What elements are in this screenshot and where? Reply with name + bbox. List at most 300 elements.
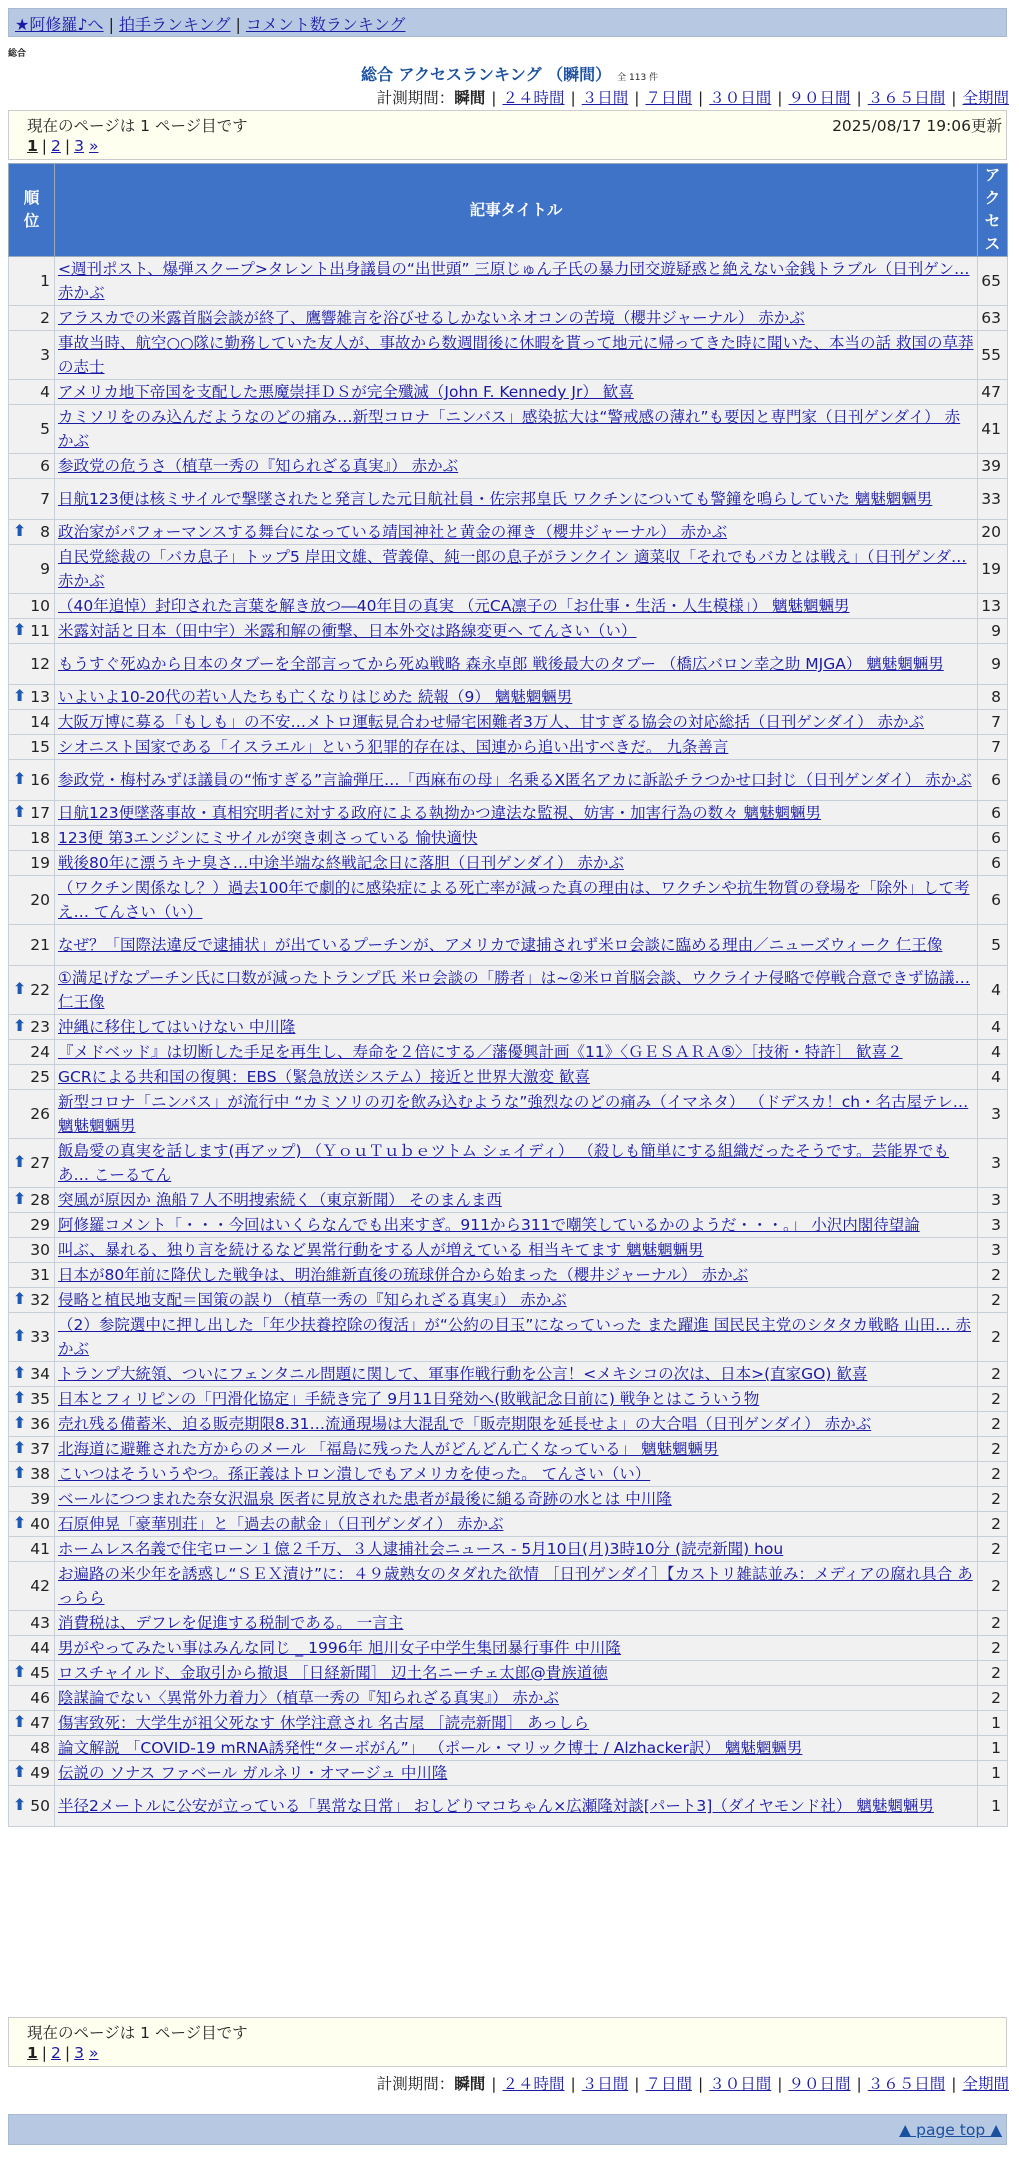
article-link[interactable]: 日航123便は核ミサイルで撃墜されたと発言した元日航社員・佐宗邦皇氏 ワクチンについても警鐘を鳴らしていた 魑魅魍魎男 <box>58 490 933 508</box>
rank-cell <box>9 405 55 454</box>
rank-cell <box>9 520 55 545</box>
period-separator: | <box>634 89 640 107</box>
article-link[interactable]: 侵略と植民地支配＝国策の誤り（植草一秀の『知られざる真実』） 赤かぶ <box>58 1291 567 1309</box>
article-link[interactable]: 日航123便墜落事故・真相究明者に対する政府による執拗かつ違法な監視、妨害・加害行為の数々 魑魅魍魎男 <box>58 804 822 822</box>
article-link[interactable]: アラスカでの米露首脳会談が終了、鷹響雑言を浴びせるしかないネオコンの苦境（櫻井ジャーナル） 赤かぶ <box>58 309 805 327</box>
article-link[interactable]: GCRによる共和国の復興：EBS（緊急放送システム）接近と世界大激変 歓喜 <box>58 1068 590 1086</box>
rank-number: 43 <box>30 1614 50 1632</box>
page-separator: | <box>41 2044 48 2062</box>
rank-number: 38 <box>30 1465 50 1483</box>
rank-up-arrow-icon: ⬆ <box>13 1712 27 1731</box>
ranking-title: 総合 アクセスランキング （瞬間） <box>360 65 612 84</box>
title-cell <box>55 685 978 710</box>
table-row <box>9 826 1008 851</box>
period-option-6[interactable]: ３６５日間 <box>867 89 946 107</box>
period-label: 計測期間： <box>376 89 455 107</box>
article-link[interactable]: 石原伸晃「豪華別荘」と「過去の献金」（日刊ゲンダイ） 赤かぶ <box>58 1515 504 1533</box>
access-count: 33 <box>978 479 1008 520</box>
title-cell <box>55 1412 978 1437</box>
title-cell <box>55 1313 978 1362</box>
rank-up-arrow-icon: ⬆ <box>13 1289 27 1308</box>
access-count: 55 <box>978 331 1008 380</box>
top-nav <box>8 8 1007 37</box>
page-separator: | <box>64 2044 71 2062</box>
rank-cell <box>9 876 55 925</box>
rank-number: 10 <box>30 597 50 615</box>
period-option-1[interactable]: ２４時間 <box>502 89 565 107</box>
rank-cell <box>9 1537 55 1562</box>
category-label: 総合 <box>8 49 27 59</box>
article-link[interactable]: 男がやってみたい事はみんな同じ _ 1996年 旭川女子中学生集団暴行事件 中川隆 <box>58 1639 621 1657</box>
rank-up-arrow-icon: ⬆ <box>13 979 27 998</box>
title-cell <box>55 1661 978 1686</box>
article-link[interactable]: シオニスト国家である「イスラエル」という犯罪的存在は、国連から追い出すべきだ。 九条善言 <box>58 738 729 756</box>
access-count: 3 <box>978 1188 1008 1213</box>
rank-number: 15 <box>30 738 50 756</box>
rank-number: 26 <box>30 1105 50 1123</box>
rank-cell <box>9 1512 55 1537</box>
rank-cell <box>9 1213 55 1238</box>
rank-number: 39 <box>30 1490 50 1508</box>
footer-bar <box>8 2114 1007 2145</box>
period-option-3[interactable]: ７日間 <box>645 89 692 107</box>
rank-cell <box>9 1736 55 1761</box>
rank-number: 25 <box>30 1068 50 1086</box>
rank-number: 1 <box>40 272 50 290</box>
period-selector-bottom <box>377 2072 1009 2094</box>
rank-number: 50 <box>30 1797 50 1815</box>
article-link[interactable]: ロスチャイルド、金取引から撤退 ［日経新聞］ 辺土名ニーチェ太郎@貴族道徳 <box>58 1664 608 1682</box>
rank-number: 5 <box>40 420 50 438</box>
table-row <box>9 925 1008 966</box>
access-count: 2 <box>978 1686 1008 1711</box>
article-link[interactable]: 消費税は、デフレを促進する税制である。 一言主 <box>58 1614 404 1632</box>
title-cell <box>55 1736 978 1761</box>
article-link[interactable]: こいつはそういうやつ。孫正義はトロン潰しでもアメリカを使った。 てんさい（い） <box>58 1465 651 1483</box>
rank-cell <box>9 1412 55 1437</box>
ranking-table <box>8 163 1008 1827</box>
access-count: 20 <box>978 520 1008 545</box>
rank-cell <box>9 1313 55 1362</box>
rank-cell <box>9 545 55 594</box>
rank-cell <box>9 1661 55 1686</box>
table-row <box>9 851 1008 876</box>
access-count: 1 <box>978 1736 1008 1761</box>
title-cell <box>55 1238 978 1263</box>
rank-number: 35 <box>30 1390 50 1408</box>
page-top-link[interactable]: ▲ page top ▲ <box>899 2121 1002 2139</box>
title-cell <box>55 545 978 594</box>
access-count: 13 <box>978 594 1008 619</box>
access-count: 6 <box>978 801 1008 826</box>
title-cell <box>55 479 978 520</box>
title-cell <box>55 1213 978 1238</box>
rank-up-arrow-icon: ⬆ <box>13 1363 27 1382</box>
table-row <box>9 801 1008 826</box>
article-link[interactable]: 政治家がパフォーマンスする舞台になっている靖国神社と黄金の褌き（櫻井ジャーナル） 赤かぶ <box>58 523 728 541</box>
article-link[interactable]: 傷害致死：大学生が祖父死なす 休学注意され 名古屋 ［読売新聞］ あっしら <box>58 1714 590 1732</box>
article-link[interactable]: もうすぐ死ぬから日本のタブーを全部言ってから死ぬ戦略 森永卓郎 戦後最大のタブー （橋広バロン幸之助 MJGA） 魑魅魍魎男 <box>58 655 944 673</box>
comment-ranking-link[interactable]: コメント数ランキング <box>245 15 406 34</box>
rank-number: 34 <box>30 1365 50 1383</box>
article-link[interactable]: 北海道に避難された方からのメール 「福島に残った人がどんどん亡くなっている」 魑魅魍魎男 <box>58 1440 719 1458</box>
table-row <box>9 1412 1008 1437</box>
rank-number: 29 <box>30 1216 50 1234</box>
period-separator: | <box>698 89 704 107</box>
rank-number: 16 <box>30 771 50 789</box>
article-link[interactable]: 参政党の危うさ（植草一秀の『知られざる真実』） 赤かぶ <box>58 457 459 475</box>
article-link[interactable]: 『メドベッド』は切断した手足を再生し、寿命を２倍にする／藩優興計画《11》〈ＧＥＳＡＲＡ⑤〉［技術・特許］ 歓喜２ <box>58 1043 903 1061</box>
rank-number: 6 <box>40 457 50 475</box>
access-count: 2 <box>978 1537 1008 1562</box>
table-row <box>9 545 1008 594</box>
table-row <box>9 1611 1008 1636</box>
rank-number: 23 <box>30 1018 50 1036</box>
rank-number: 3 <box>40 346 50 364</box>
next-page-link[interactable]: » <box>88 2044 99 2062</box>
article-link[interactable]: いよいよ10-20代の若い人たちも亡くなりはじめた 続報（9） 魑魅魍魎男 <box>58 688 573 706</box>
article-link[interactable]: 阿修羅コメント「・・・今回はいくらなんでも出来すぎ。911から311で嘲笑しているかのようだ・・・。」 小沢内閣待望論 <box>58 1216 920 1234</box>
rank-cell <box>9 1065 55 1090</box>
rank-number: 48 <box>30 1739 50 1757</box>
title-cell <box>55 826 978 851</box>
title-cell <box>55 1462 978 1487</box>
access-count: 3 <box>978 1213 1008 1238</box>
article-link[interactable]: 戦後80年に漂うキナ臭さ…中途半端な終戦記念日に落胆（日刊ゲンダイ） 赤かぶ <box>58 854 624 872</box>
rank-number: 36 <box>30 1415 50 1433</box>
table-row <box>9 1686 1008 1711</box>
title-cell <box>55 1263 978 1288</box>
access-count: 1 <box>978 1786 1008 1827</box>
home-link[interactable]: ★阿修羅♪へ <box>15 15 104 34</box>
rank-cell <box>9 594 55 619</box>
rank-cell <box>9 685 55 710</box>
period-separator: | <box>570 2075 576 2093</box>
access-count: 19 <box>978 545 1008 594</box>
article-link[interactable]: 飯島愛の真実を話します(再アップ) （ＹｏｕＴｕｂｅツトム シェイディ） （殺しも簡単にする組織だったそうです。芸能界でもあ… こーるてん <box>58 1142 950 1184</box>
rank-number: 12 <box>30 655 50 673</box>
article-link[interactable]: お遍路の米少年を誘惑し“ＳＥＸ漬け”に：４９歳熟女のタダれた欲情 ［日刊ゲンダイ］【カストリ雑誌並み：メディアの腐れ具合 あっらら <box>58 1565 973 1607</box>
total-count: 全 113 件 <box>617 73 659 83</box>
rank-number: 30 <box>30 1241 50 1259</box>
rank-cell <box>9 1711 55 1736</box>
rank-up-arrow-icon: ⬆ <box>13 1189 27 1208</box>
table-row <box>9 1786 1008 1827</box>
page-link-3[interactable]: 3 <box>74 2044 85 2062</box>
rank-up-arrow-icon: ⬆ <box>13 521 27 540</box>
access-count: 6 <box>978 760 1008 801</box>
table-row <box>9 1313 1008 1362</box>
rank-number: 33 <box>30 1328 50 1346</box>
updated-timestamp: 2025/08/17 19:06更新 <box>832 117 1002 135</box>
article-link[interactable]: 突風が原因か 漁船７人不明捜索続く（東京新聞） そのまんま西 <box>58 1191 502 1209</box>
rank-number: 8 <box>40 523 50 541</box>
rank-cell <box>9 1263 55 1288</box>
article-link[interactable]: なぜ？「国際法違反で逮捕状」が出ているプーチンが、アメリカで逮捕されず米ロ会談に臨める理由／ニューズウィーク 仁王像 <box>58 936 943 954</box>
period-option-1[interactable]: ２４時間 <box>502 2075 565 2093</box>
rank-cell <box>9 1462 55 1487</box>
article-link[interactable]: カミソリをのみ込んだようなのどの痛み…新型コロナ「ニンバス」感染拡大は“警戒感の薄れ”も要因と専門家（日刊ゲンダイ） 赤かぶ <box>58 408 961 450</box>
title-cell <box>55 735 978 760</box>
nav-separator: | <box>235 15 241 34</box>
article-link[interactable]: 沖縄に移住してはいけない 中川隆 <box>58 1018 296 1036</box>
rank-cell <box>9 1288 55 1313</box>
table-row <box>9 966 1008 1015</box>
rank-cell <box>9 710 55 735</box>
table-row <box>9 1661 1008 1686</box>
rank-cell <box>9 1562 55 1611</box>
title-cell <box>55 405 978 454</box>
table-row <box>9 1362 1008 1387</box>
page-info: 現在のページは 1 ページ目です <box>27 2024 248 2042</box>
article-link[interactable]: 伝説の ソナス ファベール ガルネリ・オマージュ 中川隆 <box>58 1764 448 1782</box>
period-separator: | <box>856 2075 862 2093</box>
period-option-7[interactable]: 全期間 <box>962 89 1009 107</box>
article-link[interactable]: （ワクチン関係なし？）過去100年で劇的に感染症による死亡率が減った真の理由は、ワクチンや抗生物質の登場を「除外」して考え… てんさい（い） <box>58 879 970 921</box>
rank-up-arrow-icon: ⬆ <box>13 620 27 639</box>
rank-up-arrow-icon: ⬆ <box>13 1662 27 1681</box>
period-selector-top <box>377 86 1009 108</box>
rank-number: 49 <box>30 1764 50 1782</box>
rank-number: 21 <box>30 936 50 954</box>
rank-number: 37 <box>30 1440 50 1458</box>
rank-number: 44 <box>30 1639 50 1657</box>
article-link[interactable]: ベールにつつまれた奈女沢温泉 医者に見放された患者が最後に縋る奇跡の水とは 中川隆 <box>58 1490 672 1508</box>
access-count: 4 <box>978 1065 1008 1090</box>
title-cell <box>55 1387 978 1412</box>
period-separator: | <box>951 2075 957 2093</box>
rank-cell <box>9 1487 55 1512</box>
article-link[interactable]: 自民党総裁の「バカ息子」トップ5 岸田文雄、菅義偉、純一郎の息子がランクイン 適菜収「それでもバカとは戦え」（日刊ゲンダ… 赤かぶ <box>58 548 967 590</box>
rank-up-arrow-icon: ⬆ <box>13 769 27 788</box>
current-page: 1 <box>27 2044 38 2062</box>
table-header-row <box>9 164 1008 257</box>
access-count: 5 <box>978 925 1008 966</box>
article-link[interactable]: トランプ大統領、ついにフェンタニル問題に関して、軍事作戦行動を公言！<メキシコの次は、日本>(直家GO) 歓喜 <box>58 1365 868 1383</box>
table-row <box>9 1512 1008 1537</box>
rank-number: 22 <box>30 981 50 999</box>
access-count: 2 <box>978 1562 1008 1611</box>
article-link[interactable]: ホームレス名義で住宅ローン１億２千万、３人逮捕社会ニュース - 5月10日(月)3時10分 (読売新聞) hou <box>58 1540 784 1558</box>
period-separator: | <box>777 89 783 107</box>
title-cell <box>55 1686 978 1711</box>
table-row <box>9 1015 1008 1040</box>
table-row <box>9 1065 1008 1090</box>
rank-cell <box>9 1761 55 1786</box>
article-link[interactable]: 米露対話と日本（田中宇）米露和解の衝撃、日本外交は路線変更へ てんさい（い） <box>58 622 637 640</box>
title-cell <box>55 1711 978 1736</box>
title-cell <box>55 1090 978 1139</box>
rank-up-arrow-icon: ⬆ <box>13 1413 27 1432</box>
rank-up-arrow-icon: ⬆ <box>13 1152 27 1171</box>
rank-cell <box>9 1387 55 1412</box>
title-cell <box>55 966 978 1015</box>
access-count: 3 <box>978 1238 1008 1263</box>
page-link-2[interactable]: 2 <box>51 137 61 155</box>
article-link[interactable]: ①満足げなプーチン氏に口数が減ったトランプ氏 米ロ会談の「勝者」は~②米ロ首脳会談、ウクライナ侵略で停戦合意できず協議… 仁王像 <box>58 969 971 1011</box>
rank-cell <box>9 801 55 826</box>
table-row <box>9 1263 1008 1288</box>
article-link[interactable]: （40年追悼）封印された言葉を解き放つ―40年目の真実 （元CA凛子の「お仕事・生活・人生模様」） 魑魅魍魎男 <box>58 597 850 615</box>
rank-number: 14 <box>30 713 50 731</box>
rank-up-arrow-icon: ⬆ <box>13 686 27 705</box>
next-page-link[interactable]: » <box>88 137 99 155</box>
table-row <box>9 1711 1008 1736</box>
article-link[interactable]: （2）参院選中に押し出した「年少扶養控除の復活」が“公約の目玉”になっていった また躍進 国民民主党のシタタカ戦略 山田… 赤かぶ <box>58 1316 972 1358</box>
period-option-2[interactable]: ３日間 <box>581 89 629 107</box>
access-count: 47 <box>978 380 1008 405</box>
rank-cell <box>9 966 55 1015</box>
title-cell <box>55 1362 978 1387</box>
table-row <box>9 1462 1008 1487</box>
title-cell <box>55 1537 978 1562</box>
rank-number: 41 <box>30 1540 50 1558</box>
rank-up-arrow-icon: ⬆ <box>13 1438 27 1457</box>
article-link[interactable]: 叫ぶ、暴れる、独り言を続けるなど異常行動をする人が増えている 相当キてます 魑魅魍魎男 <box>58 1241 704 1259</box>
rank-cell <box>9 380 55 405</box>
period-option-3[interactable]: ７日間 <box>645 2075 692 2093</box>
table-row <box>9 594 1008 619</box>
article-link[interactable]: アメリカ地下帝国を支配した悪魔崇拝ＤＳが完全殲滅（John F. Kennedy Jr） 歓喜 <box>58 383 634 401</box>
table-row <box>9 1213 1008 1238</box>
rank-number: 20 <box>30 891 50 909</box>
page-link-2[interactable]: 2 <box>51 2044 61 2062</box>
article-link[interactable]: 半径2メートルに公安が立っている「異常な日常」 おしどりマコちゃん×広瀬隆対談[パート3]（ダイヤモンド社） 魑魅魍魎男 <box>58 1797 934 1815</box>
article-link[interactable]: 123便 第3エンジンにミサイルが突き刺さっている 愉快適快 <box>58 829 478 847</box>
rank-cell <box>9 306 55 331</box>
rank-number: 40 <box>30 1515 50 1533</box>
title-cell <box>55 1437 978 1462</box>
title-cell <box>55 925 978 966</box>
title-cell <box>55 1636 978 1661</box>
period-option-7[interactable]: 全期間 <box>962 2075 1009 2093</box>
title-cell <box>55 331 978 380</box>
rank-cell <box>9 1188 55 1213</box>
access-count: 8 <box>978 685 1008 710</box>
access-count: 2 <box>978 1387 1008 1412</box>
title-column-header: 記事タイトル <box>55 164 978 257</box>
access-count: 4 <box>978 1015 1008 1040</box>
period-option-5[interactable]: ９０日間 <box>788 89 851 107</box>
access-count: 1 <box>978 1711 1008 1736</box>
access-count: 9 <box>978 644 1008 685</box>
article-link[interactable]: 事故当時、航空○○隊に勤務していた友人が、事故から数週間後に休暇を貰って地元に帰ってきた時に聞いた、本当の話 救国の草莽の志士 <box>58 334 974 376</box>
table-row <box>9 760 1008 801</box>
rank-up-arrow-icon: ⬆ <box>13 1388 27 1407</box>
period-separator: | <box>634 2075 640 2093</box>
table-row <box>9 1387 1008 1412</box>
rank-up-arrow-icon: ⬆ <box>13 1016 27 1035</box>
period-option-4[interactable]: ３０日間 <box>709 2075 772 2093</box>
article-link[interactable]: 参政党・梅村みずほ議員の“怖すぎる”言論弾圧…「西麻布の母」名乗るX匿名アカに訴訟チラつかせ口封じ（日刊ゲンダイ） 赤かぶ <box>58 771 972 789</box>
clap-ranking-link[interactable]: 拍手ランキング <box>118 15 231 34</box>
rank-cell <box>9 1786 55 1827</box>
period-separator: | <box>698 2075 704 2093</box>
page-link-3[interactable]: 3 <box>74 137 85 155</box>
rank-up-arrow-icon: ⬆ <box>13 1326 27 1345</box>
rank-column-header: 順位 <box>9 164 55 257</box>
article-link[interactable]: <週刊ポスト、爆弾スクープ>タレント出身議員の“出世頭” 三原じゅん子氏の暴力団交遊疑惑と絶えない金銭トラブル（日刊ゲン… 赤かぶ <box>58 260 970 302</box>
title-cell <box>55 1562 978 1611</box>
rank-number: 4 <box>40 383 50 401</box>
rank-up-arrow-icon: ⬆ <box>13 1795 27 1814</box>
title-cell <box>55 1487 978 1512</box>
table-row <box>9 685 1008 710</box>
period-separator: | <box>491 89 497 107</box>
rank-number: 24 <box>30 1043 50 1061</box>
rank-number: 46 <box>30 1689 50 1707</box>
rank-number: 17 <box>30 804 50 822</box>
access-count: 3 <box>978 1139 1008 1188</box>
table-row <box>9 876 1008 925</box>
page-info: 現在のページは 1 ページ目です <box>27 117 248 135</box>
rank-cell <box>9 619 55 644</box>
access-count: 4 <box>978 966 1008 1015</box>
access-count: 2 <box>978 1362 1008 1387</box>
access-count: 4 <box>978 1040 1008 1065</box>
table-row <box>9 710 1008 735</box>
period-separator: | <box>951 89 957 107</box>
rank-number: 19 <box>30 854 50 872</box>
ranking-rows <box>9 257 1008 1827</box>
article-link[interactable]: 日本が80年前に降伏した戦争は、明治維新直後の琉球併合から始まった（櫻井ジャーナル） 赤かぶ <box>58 1266 749 1284</box>
period-option-5[interactable]: ９０日間 <box>788 2075 851 2093</box>
table-row <box>9 1139 1008 1188</box>
rank-cell <box>9 760 55 801</box>
access-count: 2 <box>978 1611 1008 1636</box>
access-column-header: アクセス <box>978 164 1008 257</box>
title-cell <box>55 1065 978 1090</box>
page-separator: | <box>41 137 48 155</box>
table-row <box>9 380 1008 405</box>
table-row <box>9 306 1008 331</box>
table-row <box>9 1090 1008 1139</box>
table-row <box>9 1188 1008 1213</box>
period-separator: | <box>856 89 862 107</box>
title-cell <box>55 876 978 925</box>
title-cell <box>55 520 978 545</box>
rank-up-arrow-icon: ⬆ <box>13 1463 27 1482</box>
article-link[interactable]: 陰謀論でない〈異常外力着力〉（植草一秀の『知られざる真実』） 赤かぶ <box>58 1689 559 1707</box>
ranking-heading <box>0 62 1019 85</box>
article-link[interactable]: 売れ残る備蓄米、迫る販売期限8.31…流通現場は大混乱で「販売期限を延長せよ」の大合唱（日刊ゲンダイ） 赤かぶ <box>58 1415 872 1433</box>
rank-cell <box>9 479 55 520</box>
rank-number: 9 <box>40 560 50 578</box>
article-link[interactable]: 大阪万博に募る「もしも」の不安…メトロ運転見合わせ帰宅困難者3万人、甘すぎる協会の対応総括（日刊ゲンダイ） 赤かぶ <box>58 713 925 731</box>
access-count: 9 <box>978 619 1008 644</box>
access-count: 2 <box>978 1437 1008 1462</box>
rank-cell <box>9 1090 55 1139</box>
title-cell <box>55 1786 978 1827</box>
period-option-2[interactable]: ３日間 <box>581 2075 629 2093</box>
rank-number: 32 <box>30 1291 50 1309</box>
access-count: 2 <box>978 1661 1008 1686</box>
period-option-6[interactable]: ３６５日間 <box>867 2075 946 2093</box>
current-page: 1 <box>27 137 38 155</box>
article-link[interactable]: 論文解説 「COVID-19 mRNA誘発性“ターボがん”」 （ポール・マリック博士 / Alzhacker訳） 魑魅魍魎男 <box>58 1739 803 1757</box>
article-link[interactable]: 新型コロナ「ニンバス」が流行中 “カミソリの刃を飲み込むような”強烈なのどの痛み（イマネタ） （ドデスカ！ch・名古屋テレ… 魑魅魍魎男 <box>58 1093 969 1135</box>
title-cell <box>55 1288 978 1313</box>
title-cell <box>55 1040 978 1065</box>
rank-number: 18 <box>30 829 50 847</box>
period-option-4[interactable]: ３０日間 <box>709 89 772 107</box>
table-row <box>9 619 1008 644</box>
rank-cell <box>9 1015 55 1040</box>
article-link[interactable]: 日本とフィリピンの「円滑化協定」手続き完了 9月11日発効へ(敗戦記念日前に) 戦争とはこういう物 <box>58 1390 760 1408</box>
access-count: 2 <box>978 1512 1008 1537</box>
title-cell <box>55 454 978 479</box>
access-count: 2 <box>978 1462 1008 1487</box>
